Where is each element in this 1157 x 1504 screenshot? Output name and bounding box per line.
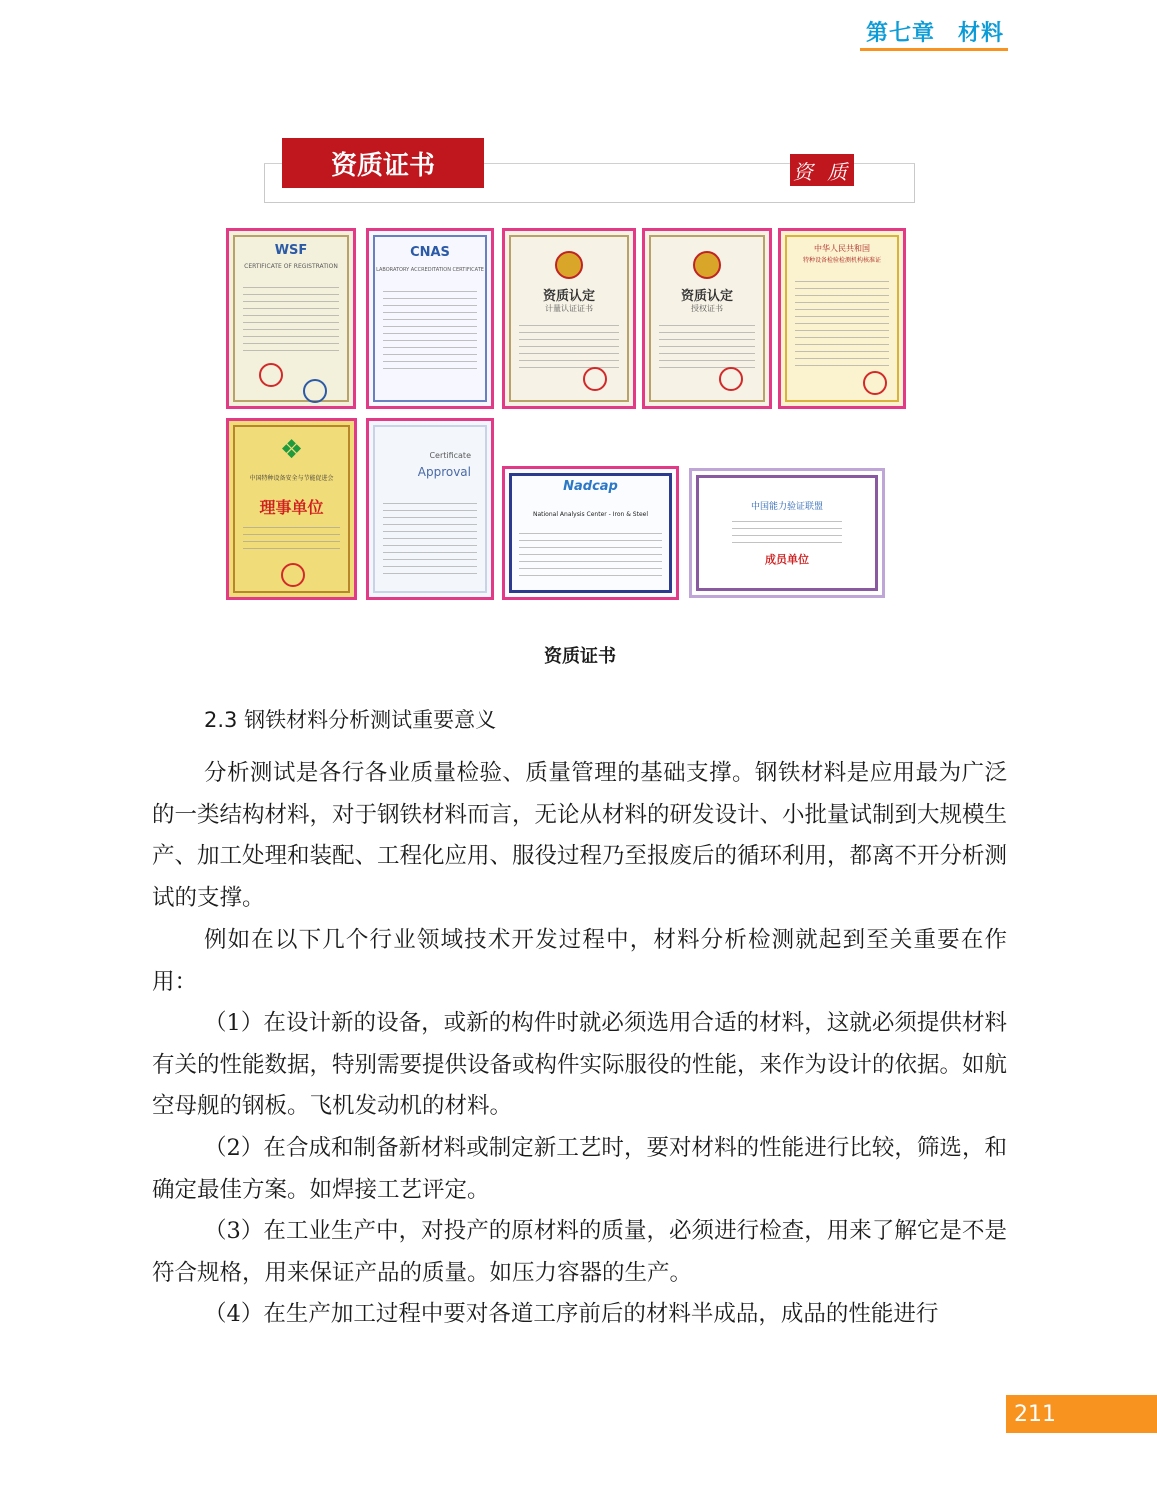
cert-title: Nadcap (563, 479, 618, 494)
logo-mark: ❖ (279, 435, 304, 465)
cert-title: 中国特种设备安全与节能促进会 (249, 475, 334, 482)
figure-caption: 资质证书 (544, 646, 616, 667)
paragraph: （3）在工业生产中，对投产的原材料的质量，必须进行检查，用来了解它是不是符合规格，用来保证产品的质量。如压力容器的生产。 (152, 1218, 1007, 1286)
cert-subtitle: National Analysis Center - Iron & Steel (533, 511, 648, 518)
council-member-unit (226, 418, 357, 600)
nadcap-materials-testing (502, 466, 679, 600)
paragraph: （4）在生产加工过程中要对各道工序前后的材料半成品，成品的性能进行 (204, 1301, 939, 1327)
paragraph: （1）在设计新的设备，或新的构件时就必须选用合适的材料，这就必须提供材料有关的性能数据，特别需要提供设备或构件实际服役的性能，来作为设计的依据。如航空母舰的钢板。飞机发动机的材料。 (152, 1010, 1008, 1119)
cert-title: 中国能力验证联盟 (750, 502, 823, 512)
cert-subtitle: 理事单位 (259, 498, 324, 517)
cert-subtitle: 成员单位 (765, 553, 809, 566)
chapter-header: 第七章 材料 (866, 21, 1005, 46)
cert-title: 资质认定 (542, 289, 595, 304)
cnpt-member-unit (689, 468, 885, 598)
cert-title: 资质认定 (680, 289, 733, 304)
metrology-certification (502, 228, 636, 409)
chapter-underline (860, 48, 1008, 51)
cert-subtitle: 授权证书 (691, 304, 723, 313)
section-heading: 2.3 钢铁材料分析测试重要意义 (204, 708, 497, 732)
cert-subtitle: 计量认证证书 (545, 304, 593, 313)
banner-title: 资质证书 (282, 138, 484, 188)
banner-tag: 资 质 (790, 154, 854, 186)
cert-subtitle: Approval (417, 465, 471, 479)
cert-title: Certificate (429, 451, 471, 460)
paragraph: （2）在合成和制备新材料或制定新工艺时，要对材料的性能进行比较，筛选，和确定最佳方案。如焊接工艺评定。 (152, 1135, 1007, 1203)
rolls-royce-approval (366, 418, 494, 600)
laboratory-accreditation (366, 228, 494, 409)
cert-subtitle: CERTIFICATE OF REGISTRATION (244, 263, 338, 270)
cert-subtitle: LABORATORY ACCREDITATION CERTIFICATE (376, 267, 484, 273)
cert-subtitle: 特种设备检验检测机构核准证 (802, 257, 881, 264)
paragraph: 例如在以下几个行业领域技术开发过程中，材料分析检测就起到至关重要在作用： (152, 927, 1007, 995)
cert-title: CNAS (410, 245, 450, 260)
page-number: 211 (1006, 1395, 1157, 1433)
authorization-certification (642, 228, 772, 409)
certificate-of-registration (226, 228, 356, 409)
paragraph: 分析测试是各行各业质量检验、质量管理的基础支撑。钢铁材料是应用最为广泛的一类结构材料，对于钢铁材料而言，无论从材料的研发设计、小批量试制到大规模生产、加工处理和装配、工程化应用、服役过程乃至报废后的循环利用，都离不开分析测试的支撑。 (152, 760, 1008, 911)
special-equipment-inspection (778, 228, 906, 409)
cert-title: 中华人民共和国 (814, 244, 870, 253)
cert-title: WSF (274, 243, 308, 258)
